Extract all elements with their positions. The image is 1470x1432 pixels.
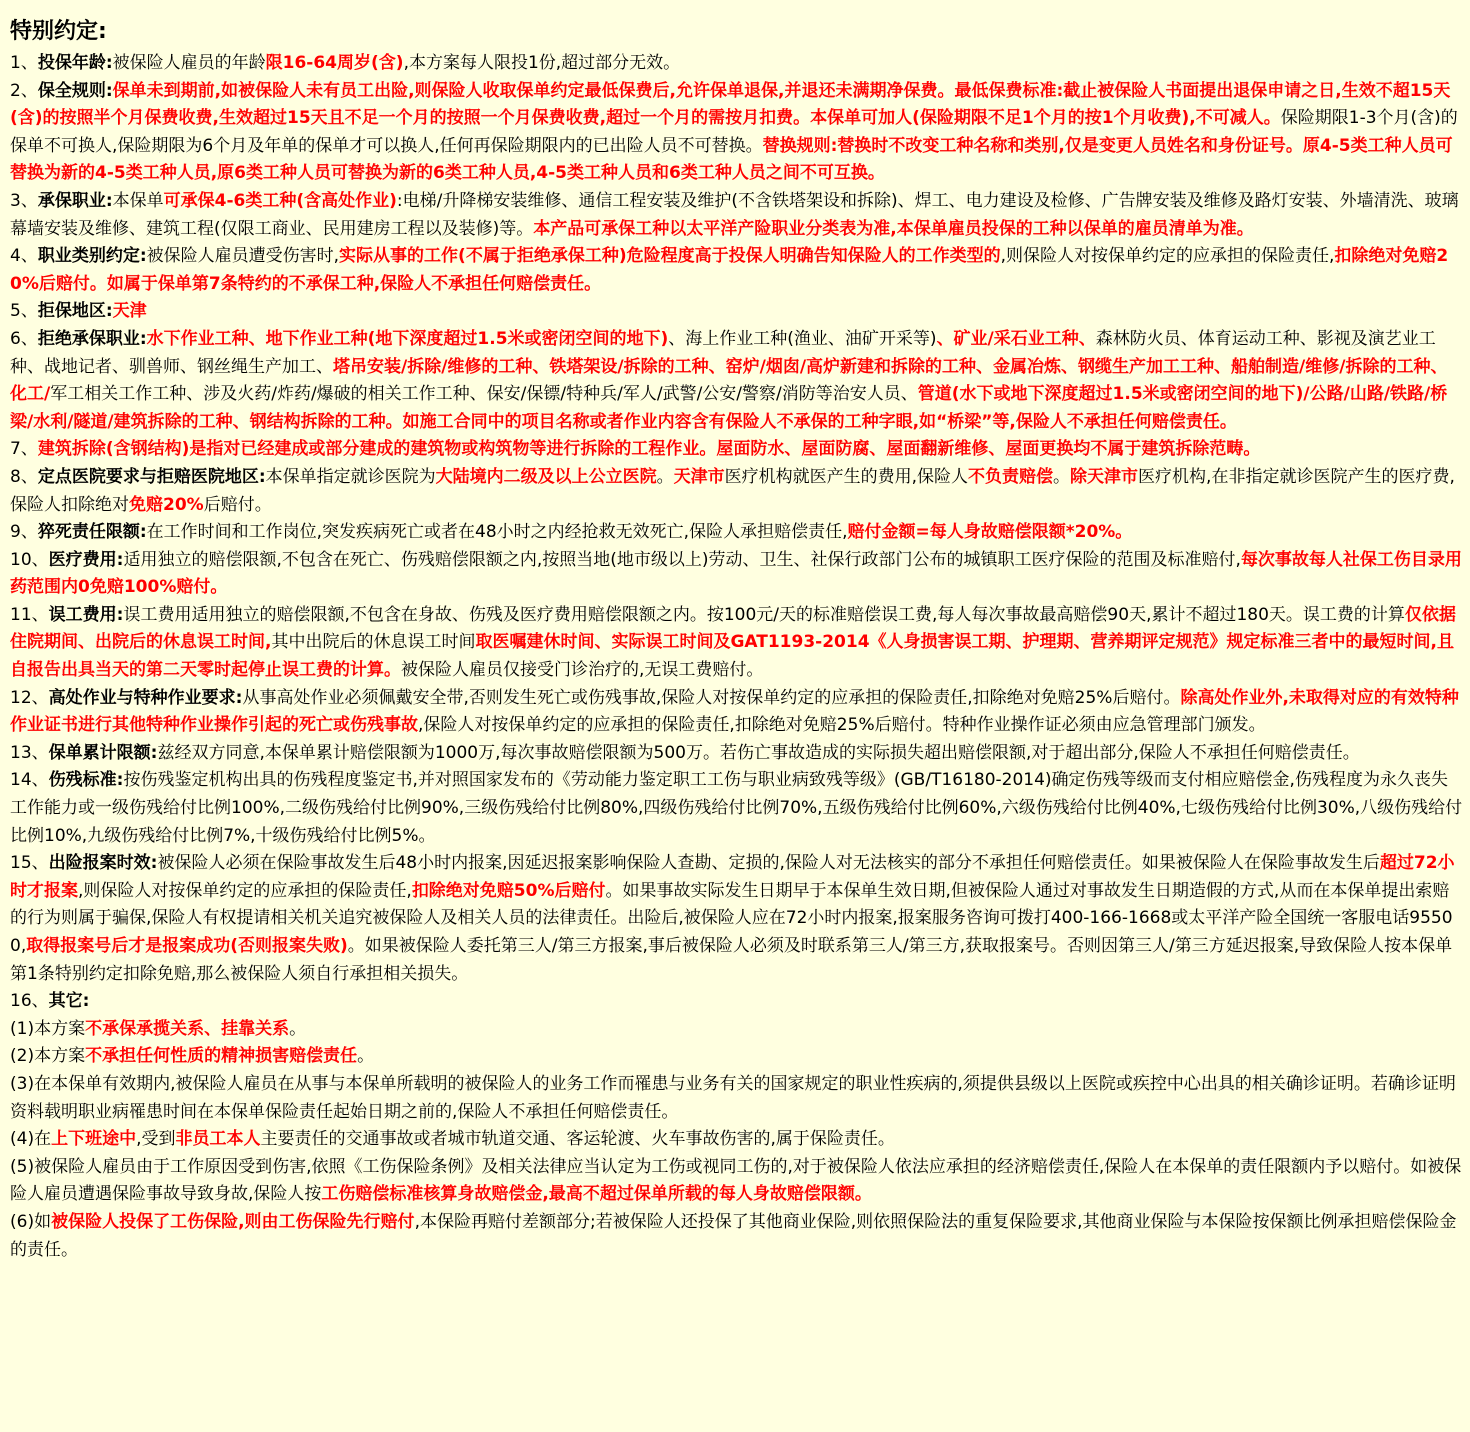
- emphasis-text: 非员工本人: [175, 1129, 261, 1150]
- clause-3: [10, 188, 1464, 243]
- clause-text: 14、: [10, 770, 49, 791]
- emphasis-text: 大陆境内二级及以上公立医院: [435, 466, 657, 487]
- clause-text: 从事高处作业必须佩戴安全带,否则发生死亡或伤残事故,保险人对按保单约定的应承担的保险责任,扣除绝对免赔25%后赔付。: [242, 687, 1181, 708]
- clause-text: 医疗机构,在非指定就诊医院产生的医疗费,保险人扣除绝对: [10, 466, 1455, 515]
- clause-text: 9、: [10, 522, 38, 543]
- clause-text: 森林防火员、体育运动工种、影视及演艺业工种、战地记者、驯兽师、钢丝绳生产加工、: [10, 328, 1436, 377]
- clause-heading: 出险报案时效:: [48, 853, 158, 874]
- emphasis-text: 被保险人投保了工伤保险,则由工伤保险先行赔付: [51, 1211, 415, 1232]
- document-title: 特别约定:: [10, 19, 107, 44]
- clause-heading: 保全规则:: [37, 80, 113, 101]
- clause-text: (5)被保险人雇员由于工作原因受到伤害,依照《工伤保险条例》及相关法律应当认定为工伤或视同工伤的,对于被保险人依法应承担的经济赔偿责任,保险人在本保单的责任限额内予以赔付。如被保险人雇员遭遇保险事故导致身故,保险人按: [10, 1156, 1462, 1205]
- clause-text: 误工费用适用独立的赔偿限额,不包含在身故、伤残及医疗费用赔偿限额之内。按100元/天的标准赔偿误工费,每人每次事故最高赔偿90天,累计不超过180天。误工费的计算: [123, 604, 1405, 625]
- emphasis-text: 仅依据住院期间、出院后的休息误工时间,: [10, 604, 1456, 653]
- clause-19: [10, 1071, 1464, 1126]
- clause-6: [10, 326, 1464, 436]
- clause-text: 1、: [10, 53, 38, 73]
- emphasis-text: 替换规则:替换时不改变工种名称和类别,仅是变更人员姓名和身份证号。原4-5类工种人员可替换为新的4-5类工种人员,原6类工种人员可替换为新的6类工种人员,4-5类工种人员和6类工种人员之间不可互换。: [10, 135, 1453, 184]
- clause-text: 适用独立的赔偿限额,不包含在死亡、伤残赔偿限额之内,按照当地(地市级以上)劳动、卫生、社保行政部门公布的城镇职工医疗保险的范围及标准赔付,: [123, 549, 1241, 570]
- emphasis-text: 扣除绝对免赔50%后赔付: [411, 880, 606, 901]
- clause-text: ,保险人对按保单约定的应承担的保险责任,扣除绝对免赔25%后赔付。特种作业操作证必须由应急管理部门颁发。: [418, 715, 1266, 736]
- clause-heading: 职业类别约定:: [37, 246, 147, 267]
- emphasis-text: 工伤赔偿标准核算身故赔偿金,最高不超过保单所载的每人身故赔偿限额。: [321, 1184, 872, 1205]
- clause-12: [10, 685, 1464, 740]
- clause-text: 。: [656, 466, 674, 487]
- clause-text: 3、: [10, 190, 38, 211]
- clause-text: 被保险人雇员仅接受门诊治疗的,无误工费赔付。: [401, 660, 764, 681]
- clause-14: [10, 767, 1464, 850]
- emphasis-text: 可承保4-6类工种(含高处作业): [163, 190, 397, 211]
- emphasis-text: 建筑拆除(含钢结构)是指对已经建成或部分建成的建筑物或构筑物等进行拆除的工程作业。屋面防水、屋面防腐、屋面翻新维修、屋面更换均不属于建筑拆除范畴。: [37, 439, 1261, 460]
- clause-heading: 投保年龄:: [37, 53, 113, 73]
- clause-text: 其中出院后的休息误工时间: [271, 632, 476, 653]
- clause-15: [10, 850, 1464, 988]
- clause-9: [10, 519, 1464, 547]
- emphasis-text: 本产品可承保工种以太平洋产险职业分类表为准,本保单雇员投保的工种以保单的雇员清单为准。: [533, 218, 1254, 239]
- emphasis-text: 取医嘱建休时间、实际误工时间及GAT1193-2014《人身损害误工期、护理期、营养期评定规范》规定标准三者中的最短时间,且自报告出具当天的第二天零时起停止误工费的计算。: [10, 632, 1454, 681]
- clause-text: 军工相关工作工种、涉及火药/炸药/爆破的相关工作工种、保安/保镖/特种兵/军人/武警/公安/警察/消防等治安人员、: [50, 384, 918, 405]
- clause-heading: 承保职业:: [37, 190, 113, 211]
- clause-heading: 拒绝承保职业:: [37, 328, 147, 349]
- clause-text: ,则保险人对按保单约定的应承担的保险责任,: [78, 880, 412, 901]
- clause-text: 兹经双方同意,本保单累计赔偿限额为1000万,每次事故赔偿限额为500万。若伤亡事故造成的实际损失超出赔偿限额,对于超出部分,保险人不承担任何赔偿责任。: [157, 742, 1360, 763]
- clause-text: 。: [289, 1018, 307, 1039]
- clause-text: ,则保险人对按保单约定的应承担的保险责任,: [1000, 246, 1335, 267]
- clause-text: 本保单: [112, 190, 164, 211]
- clause-text: 本保单指定就诊医院为: [265, 466, 436, 487]
- emphasis-text: 每次事故每人社保工伤目录用药范围内0免赔100%赔付。: [10, 549, 1462, 598]
- clause-4: [10, 243, 1464, 298]
- clause-heading: 医疗费用:: [48, 549, 124, 570]
- emphasis-text: 超过72小时才报案: [10, 853, 1455, 901]
- clause-13: [10, 740, 1464, 768]
- clause-text: 在工作时间和工作岗位,突发疾病死亡或者在48小时之内经抢救无效死亡,保险人承担赔偿责任,: [146, 522, 848, 543]
- emphasis-text: 不承担任何性质的精神损害赔偿责任: [85, 1046, 358, 1067]
- clause-text: 保险期限1-3个月(含)的保单不可换人,保险期限为6个月及年单的保单才可以换人,任何再保险期限内的已出险人员不可替换。: [10, 108, 1458, 156]
- clause-text: (2)本方案: [10, 1046, 86, 1067]
- clause-text: 6、: [10, 328, 38, 349]
- clause-17: [10, 1016, 1464, 1044]
- emphasis-text: 实际从事的工作(不属于拒绝承保工种)危险程度高于投保人明确告知保险人的工作类型的: [339, 246, 1001, 267]
- emphasis-text: 限16-64周岁(含): [265, 53, 404, 73]
- clause-text: 13、: [10, 742, 49, 763]
- clause-7: [10, 436, 1464, 464]
- clause-text: (3)在本保单有效期内,被保险人雇员在从事与本保单所载明的被保险人的业务工作而罹患与业务有关的国家规定的职业性疾病的,须提供县级以上医院或疾控中心出具的相关确诊证明。若确诊证明资料载明职业病罹患时间在本保单保险责任起始日期之前的,保险人不承担任何赔偿责任。: [10, 1073, 1456, 1122]
- clause-text: 被保险人雇员遭受伤害时,: [146, 246, 340, 267]
- clause-text: ,本方案每人限投1份,超过部分无效。: [403, 53, 681, 73]
- emphasis-text: 保单未到期前,如被保险人未有员工出险,则保险人收取保单约定最低保费后,允许保单退保,并退还未满期净保费。最低保费标准:截止被保险人书面提出退保申请之日,生效不超15天(含)的按照半个月保费收费,生效超过15天且不足一个月的按照一个月保费收费,超过一个月的需按月扣费。本保单可加人(保险期限不足1个月的按1个月收费),不可减人。: [10, 80, 1451, 129]
- clause-text: (6)如: [10, 1211, 52, 1232]
- clause-text: :电梯/升降梯安装维修、通信工程安装及维护(不含铁塔架设和拆除)、焊工、电力建设及检修、广告牌安装及维修及路灯安装、外墙清洗、玻璃幕墙安装及维修、建筑工程(仅限工商业、民用建房工程以及装修)等。: [10, 190, 1459, 239]
- emphasis-text: 、矿业/采石业工种、: [936, 328, 1096, 349]
- emphasis-text: 取得报案号后才是报案成功(否则报案失败): [26, 936, 348, 956]
- terms-body: [10, 50, 1464, 1264]
- emphasis-text: 免赔20%: [129, 494, 204, 515]
- clause-2: [10, 78, 1464, 188]
- clause-text: (1)本方案: [10, 1018, 86, 1039]
- clause-text: 8、: [10, 466, 38, 487]
- clause-text: 2、: [10, 80, 38, 101]
- clause-text: 5、: [10, 301, 38, 322]
- clause-heading: 定点医院要求与拒赔医院地区:: [37, 466, 266, 487]
- clause-heading: 高处作业与特种作业要求:: [48, 687, 243, 708]
- clause-text: 16、: [10, 991, 49, 1012]
- clause-text: 被保险人雇员的年龄: [112, 53, 266, 73]
- clause-5: [10, 298, 1464, 326]
- clause-text: 15、: [10, 853, 49, 874]
- clause-21: [10, 1154, 1464, 1209]
- clause-text: 11、: [10, 604, 49, 625]
- clause-text: 。: [1053, 466, 1071, 487]
- clause-text: 被保险人必须在保险事故发生后48小时内报案,因延迟报案影响保险人查勘、定损的,保险人对无法核实的部分不承担任何赔偿责任。如果被保险人在保险事故发生后: [157, 853, 1380, 874]
- clause-heading: 猝死责任限额:: [37, 522, 147, 543]
- clause-16: [10, 988, 1464, 1016]
- clause-text: 12、: [10, 687, 49, 708]
- clause-text: 。如果被保险人委托第三人/第三方报案,事后被保险人必须及时联系第三人/第三方,获取报案号。否则因第三人/第三方延迟报案,导致保险人按本保单第1条特别约定扣除免赔,那么被保险人须自行承担相关损失。: [10, 936, 1453, 984]
- clause-text: ,本保险再赔付差额部分;若被保险人还投保了其他商业保险,则依照保险法的重复保险要求,其他商业保险与本保险按保额比例承担赔偿保险金的责任。: [10, 1211, 1457, 1260]
- clause-18: [10, 1043, 1464, 1071]
- emphasis-text: 塔吊安装/拆除/维修的工种、铁塔架设/拆除的工种、窑炉/烟囱/高炉新建和拆除的工种、金属冶炼、钢缆生产加工工种、船舶制造/维修/拆除的工种、化工/: [10, 356, 1448, 405]
- clause-8: [10, 464, 1464, 519]
- emphasis-text: 除天津市: [1070, 466, 1139, 487]
- clause-text: 10、: [10, 549, 49, 570]
- clause-11: [10, 602, 1464, 685]
- clause-text: 7、: [10, 439, 38, 460]
- clause-heading: 伤残标准:: [48, 770, 124, 791]
- clause-heading: 其它:: [48, 991, 90, 1012]
- emphasis-text: 天津: [112, 301, 147, 322]
- emphasis-text: 上下班途中: [51, 1129, 137, 1150]
- clause-text: ,受到: [136, 1129, 176, 1150]
- emphasis-text: 管道(水下或地下深度超过1.5米或密闭空间的地下)/公路/山路/铁路/桥梁/水利/隧道/建筑拆除的工种、钢结构拆除的工种。如施工合同中的项目名称或者作业内容含有保险人不承保的工种字眼,如“桥梁”等,保险人不承担任何赔偿责任。: [10, 384, 1448, 432]
- emphasis-text: 扣除绝对免赔20%后赔付。如属于保单第7条特约的不承保工种,保险人不承担任何赔偿责任。: [10, 246, 1449, 294]
- clause-text: 主要责任的交通事故或者城市轨道交通、客运轮渡、火车事故伤害的,属于保险责任。: [260, 1129, 895, 1150]
- clause-text: 按伤残鉴定机构出具的伤残程度鉴定书,并对照国家发布的《劳动能力鉴定职工工伤与职业病致残等级》(GB/T16180-2014)确定伤残等级而支付相应赔偿金,伤残程度为永久丧失工作能力或一级伤残给付比例100%,二级伤残给付比例90%,三级伤残给付比例80%,四级伤残给付比例70%,五级伤残给付比例60%,六级伤残给付比例40%,七级伤残给付比例30%,八级伤残给付比例10%,九级伤残给付比例7%,十级伤残给付比例5%。: [10, 770, 1463, 846]
- clause-10: [10, 547, 1464, 602]
- clause-text: (4)在: [10, 1129, 52, 1150]
- clause-text: 后赔付。: [203, 494, 272, 515]
- clause-22: [10, 1209, 1464, 1264]
- clause-20: [10, 1126, 1464, 1154]
- clause-heading: 误工费用:: [48, 604, 124, 625]
- emphasis-text: 除高处作业外,未取得对应的有效特种作业证书进行其他特种作业操作引起的死亡或伤残事故: [10, 687, 1459, 736]
- clause-1: [10, 50, 1464, 78]
- clause-text: 。: [357, 1046, 375, 1067]
- emphasis-text: 水下作业工种、地下作业工种(地下深度超过1.5米或密闭空间的地下): [146, 328, 669, 349]
- clause-heading: 拒保地区:: [37, 301, 113, 322]
- clause-text: 医疗机构就医产生的费用,保险人: [724, 466, 969, 487]
- emphasis-text: 不负责赔偿: [968, 466, 1054, 487]
- clause-text: 4、: [10, 246, 38, 267]
- clause-heading: 保单累计限额:: [48, 742, 158, 763]
- emphasis-text: 天津市: [673, 466, 725, 487]
- clause-text: 、海上作业工种(渔业、油矿开采等): [668, 328, 937, 349]
- emphasis-text: 赔付金额=每人身故赔偿限额*20%。: [847, 522, 1133, 543]
- clause-text: 。如果事故实际发生日期早于本保单生效日期,但被保险人通过对事故发生日期造假的方式,从而在本保单提出索赔的行为则属于骗保,保险人有权提请相关机关追究被保险人及相关人员的法律责任。出险后,被保险人应在72小时内报案,报案服务咨询可拨打400-166-1668或太平洋产险全国统一客服电话95500,: [10, 880, 1453, 956]
- emphasis-text: 不承保承揽关系、挂靠关系: [85, 1018, 290, 1039]
